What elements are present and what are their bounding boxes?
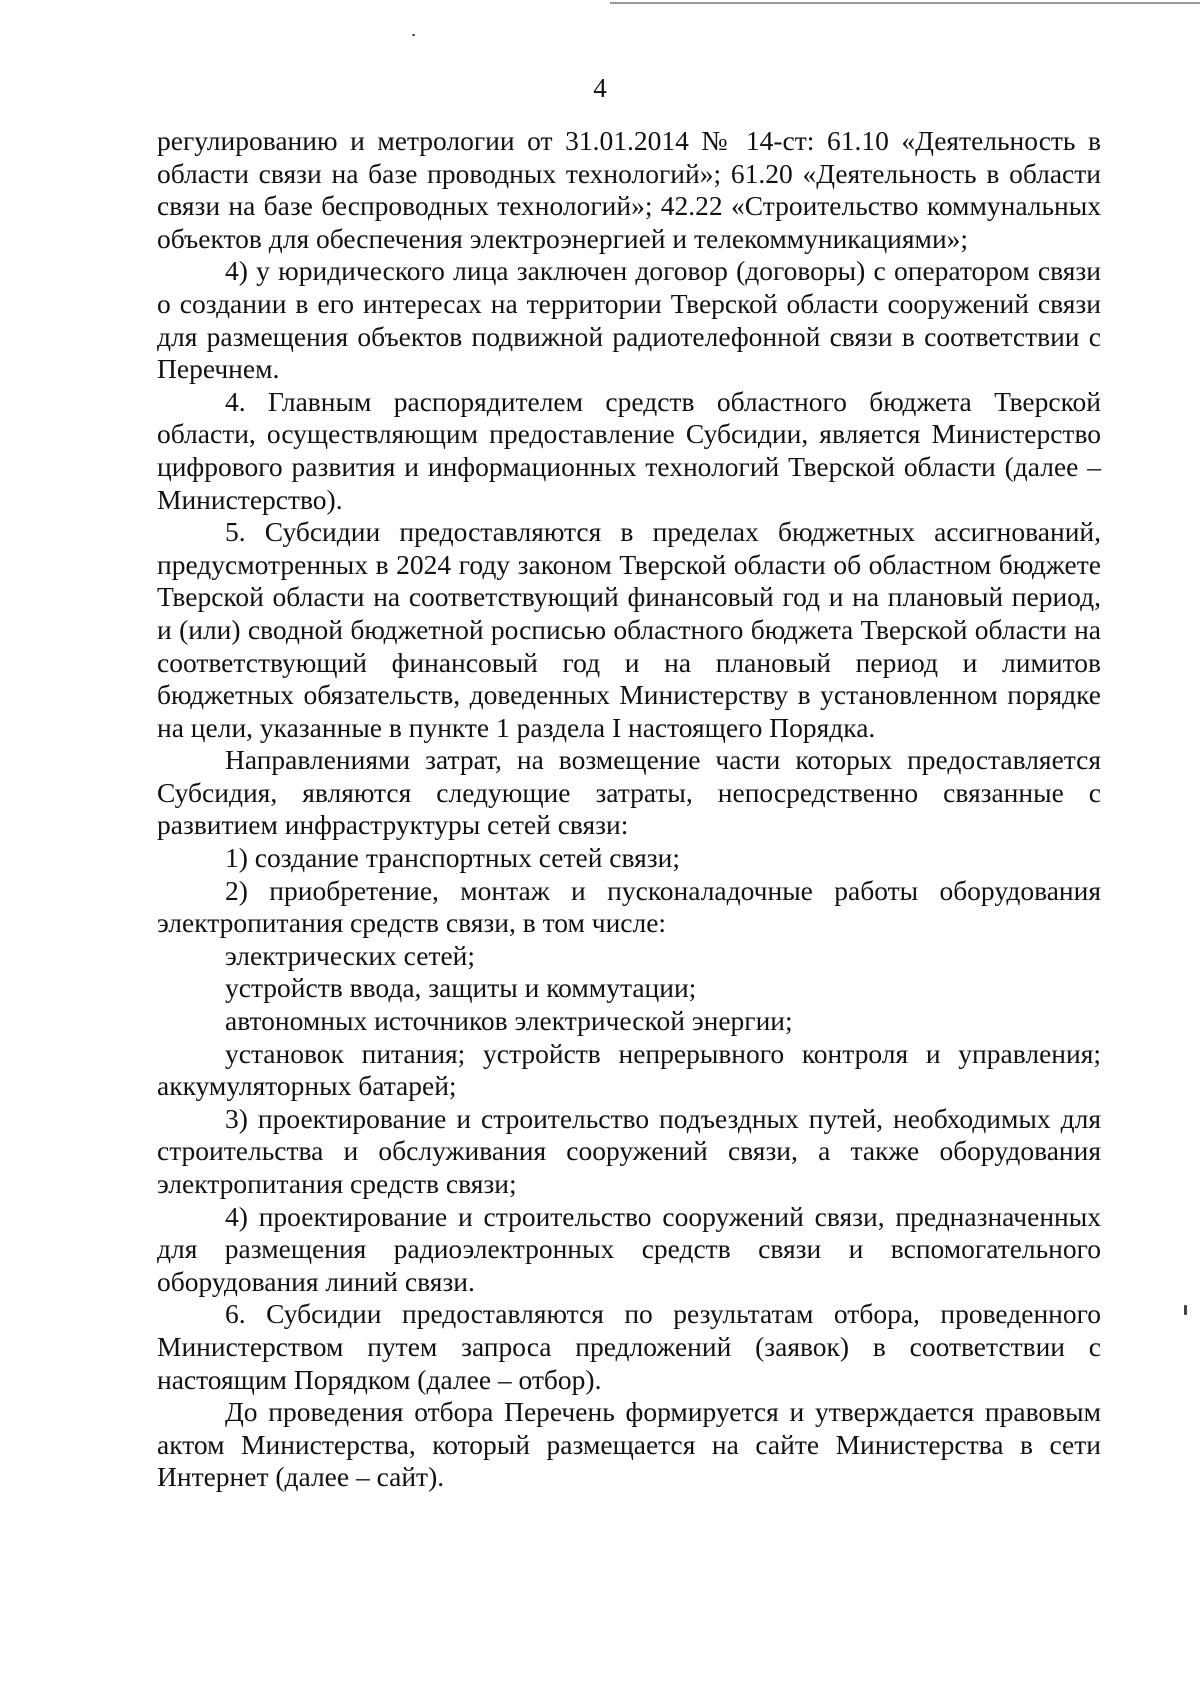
page-number: 4 [593,73,607,103]
list-item-4: 4) проектирование и строительство сооружений связи, предназначенных для размещения радиоэлектронных средств связи и вспомогательного оборудования линий связи. [157,1200,1101,1297]
paragraph-cost-directions: Направлениями затрат, на возмещение части которых предоставляется Субсидия, являются следующие затраты, непосредственно связанные с развитием инфраструктуры сетей связи: [157,744,1101,841]
list-item-3: 3) проектирование и строительство подъездных путей, необходимых для строительства и обслуживания сооружений связи, а также оборудования электропитания средств связи; [157,1102,1101,1199]
scan-speck [1184,1305,1187,1315]
paragraph-section-4: 4. Главным распорядителем средств областного бюджета Тверской области, осуществляющим предоставление Субсидии, является Министерство цифрового развития и информационных технологий Тверской области (далее – Министерство). [157,385,1101,515]
paragraph-list-approval: До проведения отбора Перечень формируется и утверждается правовым актом Министерства, который размещается на сайте Министерства в сети Интернет (далее – сайт). [157,1396,1101,1493]
paragraph-item-4: 4) у юридического лица заключен договор (договоры) с оператором связи о создании в его интересах на территории Тверской области сооружений связи для размещения объектов подвижной радиотелефонной связи в соответствии с Перечнем. [157,255,1101,385]
sub-item-autonomous-sources: автономных источников электрической энергии; [225,1005,793,1037]
sub-item-power-installations: установок питания; устройств непрерывного контроля и управления; аккумуляторных батарей; [157,1037,1101,1102]
scan-edge-line [610,2,1200,4]
document-body [157,125,1101,1494]
paragraph-section-5: 5. Субсидии предоставляются в пределах бюджетных ассигнований, предусмотренных в 2024 году законом Тверской области об областном бюджете Тверской области на соответствующий финансовый год и на плановый период, и (или) сводной бюджетной росписью областного бюджета Тверской области на соответствующий финансовый год и на плановый период и лимитов бюджетных обязательств, доведенных Министерству в установленном порядке на цели, указанные в пункте 1 раздела I настоящего Порядка. [157,516,1101,743]
list-item-1: 1) создание транспортных сетей связи; [225,842,680,874]
scan-speck [412,34,415,36]
paragraph-continuation: регулированию и метрологии от 31.01.2014 № 14-ст: 61.10 «Деятельность в области связи на базе проводных технологий»; 61.20 «Деятельность в области связи на базе беспроводных технологий»; 42.22 «Строительство коммунальных объектов для обеспечения электроэнергией и телекоммуникациями»; [157,125,1101,254]
paragraph-section-6: 6. Субсидии предоставляются по результатам отбора, проведенного Министерством путем запроса предложений (заявок) в соответствии с настоящим Порядком (далее – отбор). [157,1298,1101,1395]
sub-item-electric-networks: электрических сетей; [225,939,476,971]
sub-item-input-devices: устройств ввода, защиты и коммутации; [225,972,697,1004]
list-item-2: 2) приобретение, монтаж и пусконаладочные работы оборудования электропитания средств связи, в том числе: [157,874,1101,939]
